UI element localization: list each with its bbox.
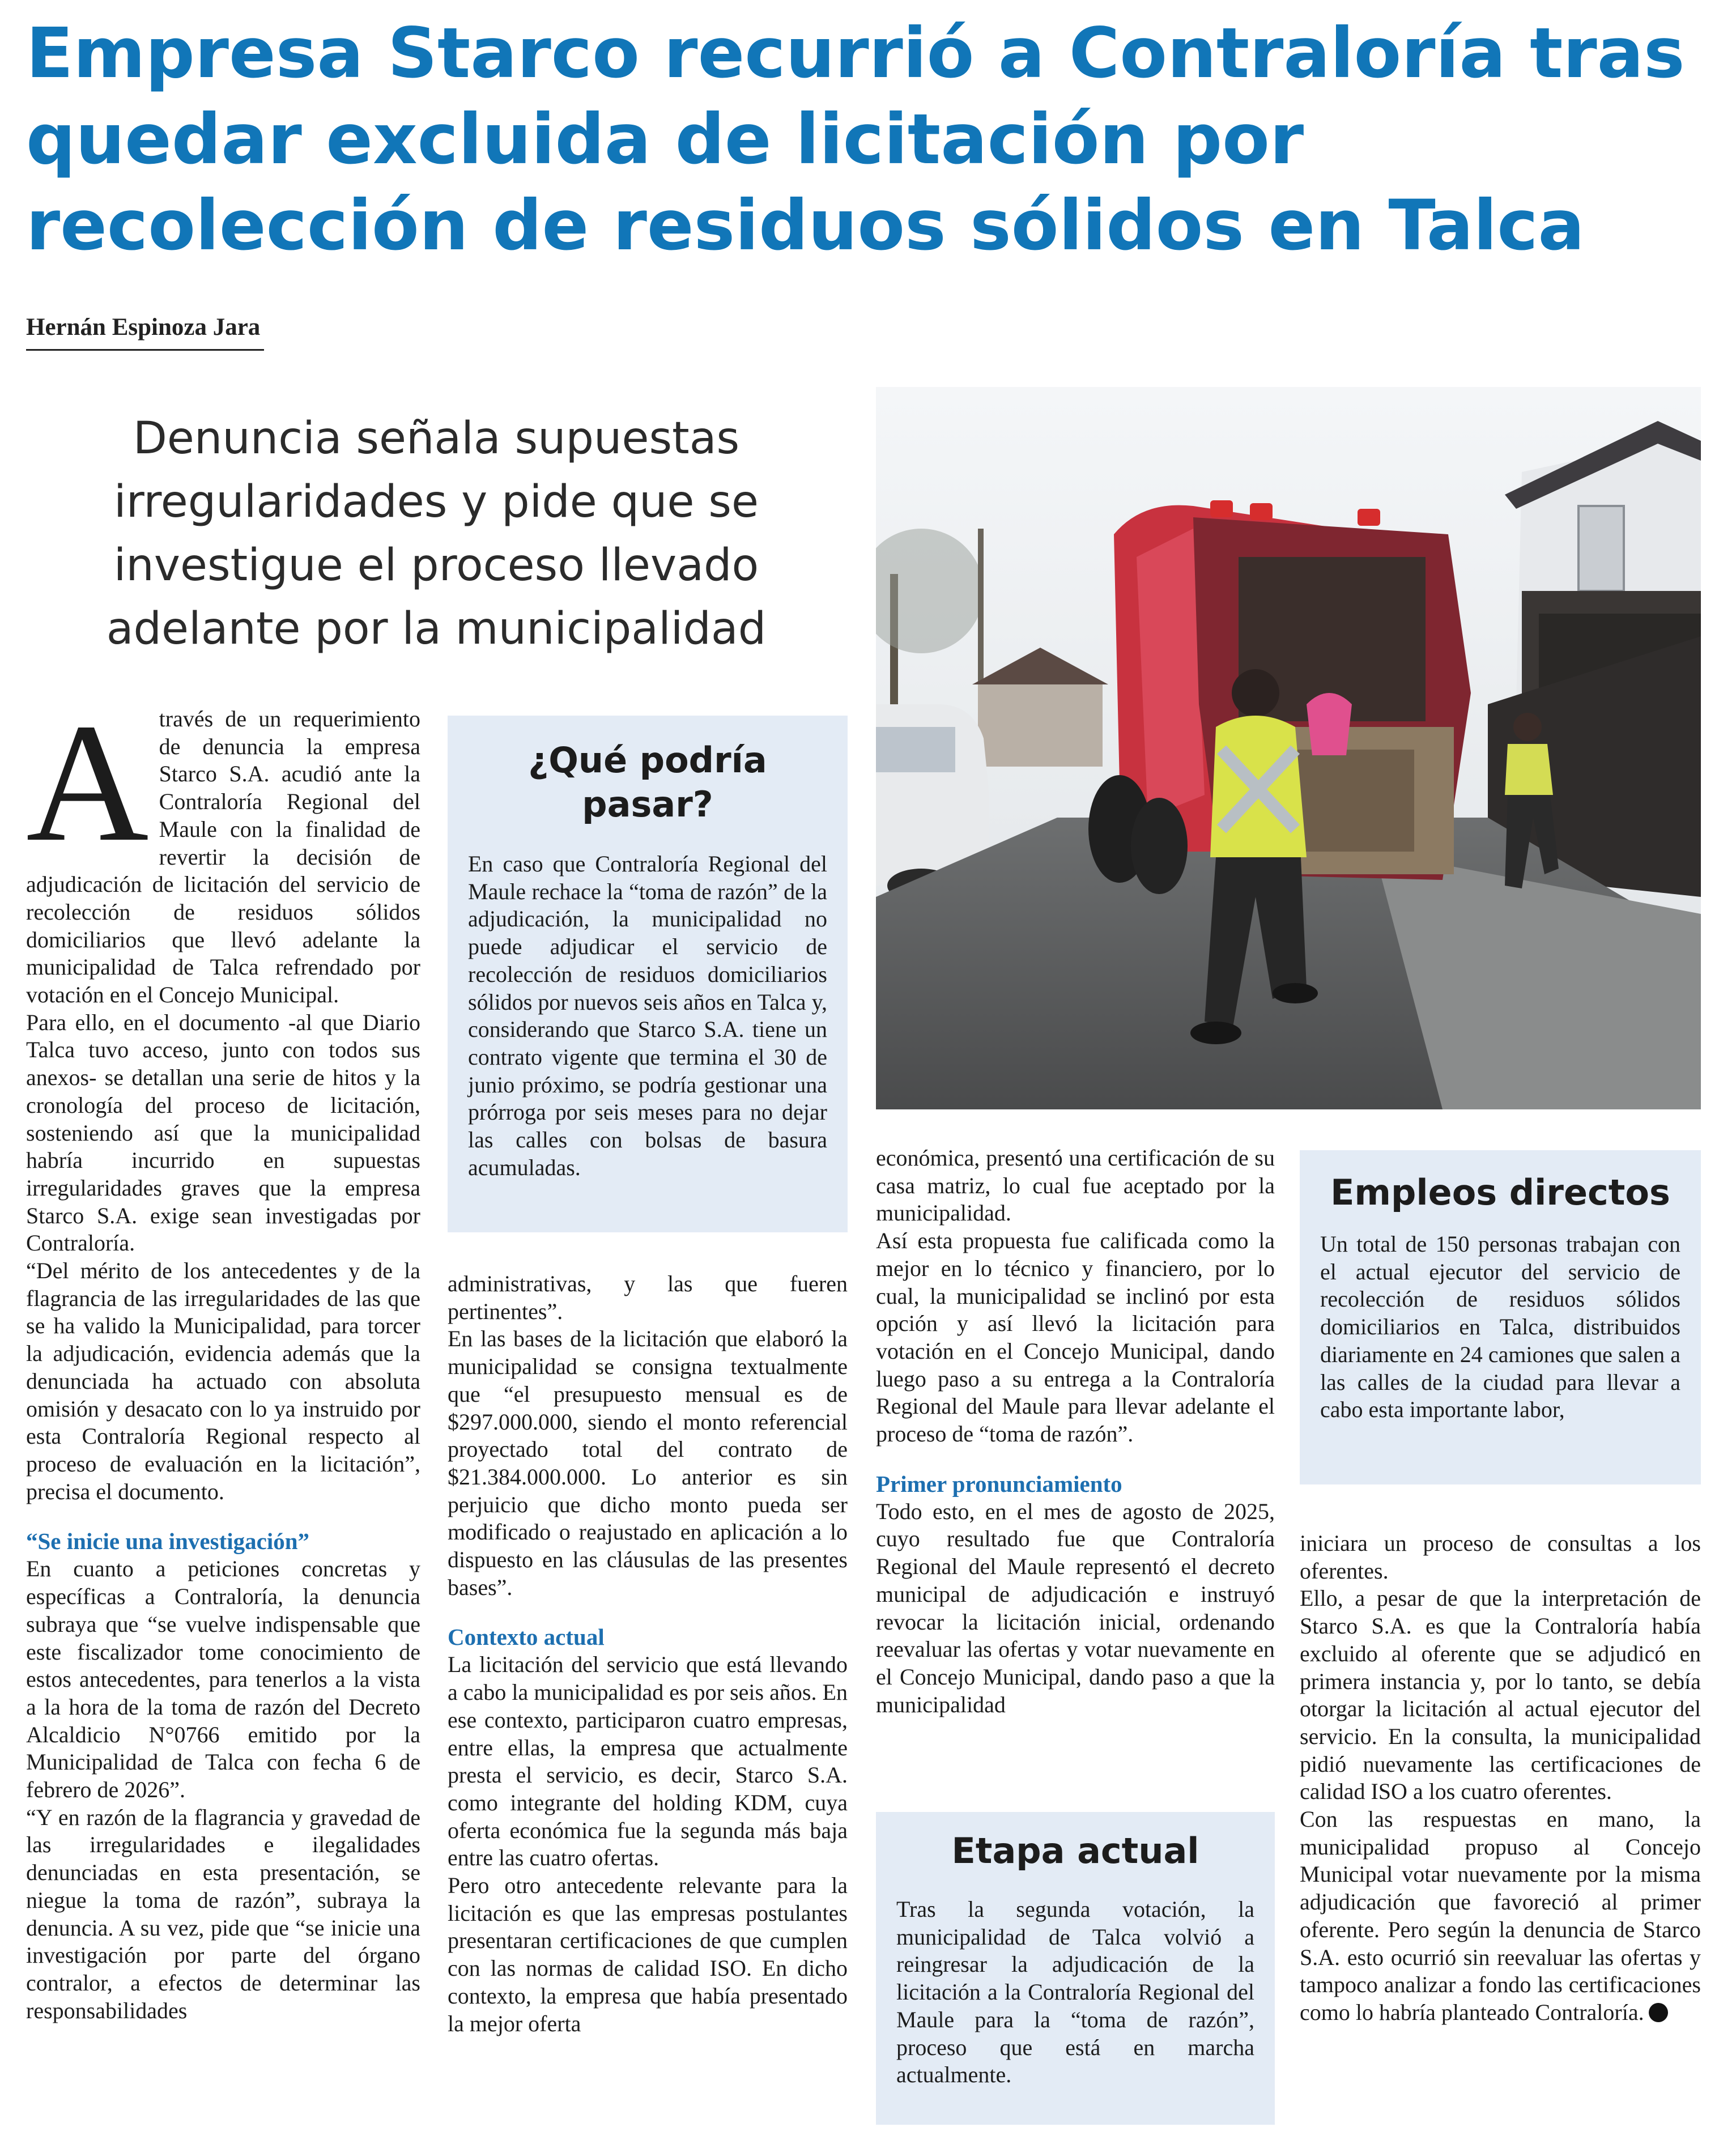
col1-paragraph-2: Para ello, en el documento -al que Diario Talca tuvo acceso, junto con todos sus anexos- se detallan una serie de hitos y la cronología del proceso de licitación, sosteniendo así que la municipalidad habría incurrido en supuestas irregularidades graves que la empresa Starco S.A. exige sean investigadas por Contraloría. xyxy=(26,1009,420,1256)
deck-subtitle: Denuncia señala supuestas irregularidades y pide que se investigue el proceso llevado adelante por la municipalidad xyxy=(106,413,767,654)
col3-paragraph-3: Todo esto, en el mes de agosto de 2025, cuyo resultado fue que Contraloría Regional del Maule representó el decreto municipal de adjudicación e instruyó revocar la licitación inicial, ordenando reevaluar las ofertas y votar nuevamente en el Concejo Municipal, dando paso a que la municipalidad xyxy=(876,1498,1275,1717)
end-of-article-icon xyxy=(1649,2003,1668,2022)
column-3 xyxy=(876,1145,1275,1718)
subhead-primer-pronunciamiento: Primer pronunciamiento xyxy=(876,1470,1122,1497)
col2-paragraph-4: Pero otro antecedente relevante para la licitación es que las empresas postulantes presentaran certificaciones de que cumplen con las normas de calidad ISO. En dicho contexto, la empresa que había presentado la mejor oferta xyxy=(448,1873,848,2036)
col1-paragraph-4: En cuanto a peticiones concretas y específicas a Contraloría, la denuncia subraya que “se vuelve indispensable que este fiscalizador tome conocimiento de estos antecedentes, para tenerlos a la vista a la hora de la toma de razón del Decreto Alcaldicio N°0766 emitido por la Municipalidad de Talca con fecha 6 de febrero de 2026”. xyxy=(26,1556,420,1803)
col4-paragraph-1: iniciara un proceso de consultas a los oferentes. xyxy=(1300,1530,1701,1584)
col1-paragraph-1: través de un requerimiento de denuncia la empresa Starco S.A. acudió ante la Contraloría Regional del Maule con la finalidad de revertir la decisión de adjudicación de licitación del servicio de recolección de residuos sólidos domiciliarios que llevó adelante la municipalidad de Talca refrendado por votación en el Concejo Municipal. xyxy=(26,706,420,1008)
col4-paragraph-3-text: Con las respuestas en mano, la municipalidad propuso al Concejo Municipal votar nuevamente por la misma adjudicación que favoreció al primer oferente. Pero según la denuncia de Starco S.A. esto ocurrió sin reevaluar las ofertas y tampoco analizar a fondo las certificaciones como lo habría planteado Contraloría. xyxy=(1300,1806,1701,2025)
sidebar-box-empleos-directos xyxy=(1300,1150,1701,1484)
column-1 xyxy=(26,688,420,2024)
garbage-truck-photo xyxy=(876,387,1701,1109)
sidebar-box-etapa-actual xyxy=(876,1812,1275,2125)
col1-paragraph-3: “Del mérito de los antecedentes y de la flagrancia de las irregularidades de las que se ha valido la Municipalidad, para torcer la adjudicación, evidencia además que la denunciada ha actuado con absoluta omisión y desacato con lo ya instruido por esta Contraloría Regional respecto al proceso de evaluación en la licitación”, precisa el documento. xyxy=(26,1258,420,1504)
box-text: En caso que Contraloría Regional del Maule rechace la “toma de razón” de la adjudicación, la municipalidad no puede adjudicar el servicio de recolección de residuos domiciliarios sólidos por nuevos seis años en Talca y, considerando que Starco S.A. tiene un contrato vigente que termina el 30 de junio próximo, se podría gestionar una prórroga por seis meses para no dejar las calles con bolsas de basura acumuladas. xyxy=(468,851,827,1180)
col2-paragraph-1: administrativas, y las que fueren pertinentes”. xyxy=(448,1271,848,1324)
col3-paragraph-2: Así esta propuesta fue calificada como la mejor en lo técnico y financiero, por lo cual, la municipalidad se inclinó por esta opción y así llevó la licitación para votación en el Concejo Municipal, dando luego paso a su entrega a la Contraloría Regional del Maule para llevar adelante el proceso de “toma de razón”. xyxy=(876,1228,1275,1447)
box-title: Etapa actual xyxy=(951,1830,1199,1871)
col2-paragraph-3: La licitación del servicio que está llevando a cabo la municipalidad es por seis años. En ese contexto, participaron cuatro empresas, entre ellas, la empresa que actualmente presta el servicio, es decir, Starco S.A. como integrante del holding KDM, cuya oferta económica fue la segunda más baja entre las cuatro ofertas. xyxy=(448,1652,848,1871)
col4-paragraph-3 xyxy=(1300,1806,1701,2027)
subhead-contexto-actual: Contexto actual xyxy=(448,1624,605,1650)
col2-paragraph-2: En las bases de la licitación que elaboró la municipalidad se consigna textualmente que “el presupuesto mensual es de $297.000.000, siendo el monto referencial proyectado total del contrato de $21.384.000.000. Lo anterior es sin perjuicio que dicho monto pueda ser modificado o reajustado en aplicación a lo dispuesto en las cláusulas de las presentes bases”. xyxy=(448,1326,848,1600)
column-4 xyxy=(1300,1530,1701,2027)
col4-paragraph-2: Ello, a pesar de que la interpretación de Starco S.A. es que la Contraloría había excluido al oferente que se adjudicó en primera instancia y, por lo tanto, se debía otorgar la licitación al actual ejecutor del servicio. En la consulta, la municipalidad pidió nuevamente las certificaciones de calidad ISO a los cuatro oferentes. xyxy=(1300,1585,1701,1805)
box-title: ¿Qué podría pasar? xyxy=(528,739,767,825)
col3-paragraph-1: económica, presentó una certificación de su casa matriz, lo cual fue aceptado por la municipalidad. xyxy=(876,1145,1275,1226)
headline: Empresa Starco recurrió a Contraloría tras quedar excluida de licitación por recolección de residuos sólidos en Talca xyxy=(26,13,1685,266)
box-title: Empleos directos xyxy=(1330,1172,1670,1213)
subhead-investigation: “Se inicie una investigación” xyxy=(26,1528,310,1555)
column-2 xyxy=(448,1270,848,2037)
sidebar-box-que-podria-pasar xyxy=(448,716,848,1232)
dropcap: A xyxy=(26,688,149,877)
byline: Hernán Espinoza Jara xyxy=(26,310,264,351)
col1-paragraph-5: “Y en razón de la flagrancia y gravedad de las irregularidades e ilegalidades denunciadas en esta presentación, se niegue la toma de razón”, subraya la denuncia. A su vez, pide que “se inicie una investigación por parte del órgano contralor, a efectos de determinar las responsabilidades xyxy=(26,1804,420,2023)
box-text: Un total de 150 personas trabajan con el actual ejecutor del servicio de recolección de residuos sólidos domiciliarios en Talca, distribuidos diariamente en 24 camiones que salen a las calles de la ciudad para llevar a cabo esta importante labor, xyxy=(1320,1231,1680,1423)
box-text: Tras la segunda votación, la municipalidad de Talca volvió a reingresar la adjudicación de la licitación a la Contraloría Regional del Maule para la “toma de razón”, proceso que está en marcha actualmente. xyxy=(896,1896,1254,2088)
